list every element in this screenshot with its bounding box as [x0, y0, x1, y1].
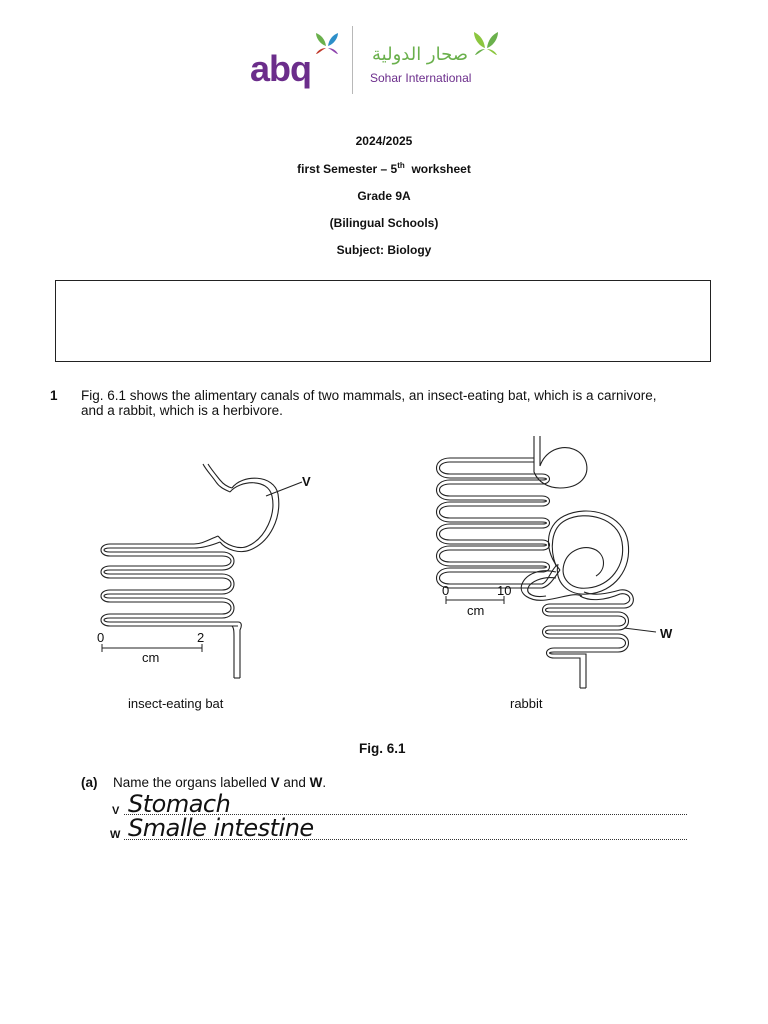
answer-v-label: V	[112, 805, 120, 817]
answer-w-handwriting: Smalle intestine	[128, 814, 314, 842]
header-schools: (Bilingual Schools)	[329, 216, 439, 230]
prompt-and: and	[279, 775, 310, 790]
sohar-english-text: Sohar International	[370, 71, 472, 85]
question-line-2: and a rabbit, which is a herbivore.	[81, 403, 283, 418]
prompt-v: V	[270, 775, 280, 790]
header-semester	[0, 161, 768, 176]
header-grade: Grade 9A	[357, 189, 411, 203]
sohar-leaf-icon	[472, 30, 500, 56]
part-a-letter: (a)	[81, 775, 98, 790]
answer-w-label: W	[110, 829, 121, 841]
bat-scale-unit: cm	[142, 650, 160, 665]
semester-text: first Semester – 5	[297, 162, 398, 176]
abq-wordmark: abq	[250, 48, 312, 89]
bat-scale-end: 2	[197, 630, 205, 645]
header-year: 2024/2025	[355, 134, 413, 148]
figure-caption: Fig. 6.1	[359, 741, 406, 756]
part-a-prompt	[113, 775, 326, 790]
name-box[interactable]	[55, 280, 711, 362]
rabbit-caption: rabbit	[510, 696, 543, 711]
rabbit-scale-start: 0	[442, 583, 450, 598]
prompt-text: Name the organs labelled	[113, 775, 271, 790]
sohar-arabic-text: صحار الدولية	[372, 44, 468, 65]
abq-leaf-icon	[312, 30, 342, 56]
label-v: V	[302, 474, 311, 489]
prompt-end: .	[322, 775, 327, 790]
logo-divider	[352, 26, 353, 94]
rabbit-scale-unit: cm	[467, 603, 485, 618]
rabbit-scale-end: 10	[497, 583, 512, 598]
question-line-1: Fig. 6.1 shows the alimentary canals of two mammals, an insect-eating bat, which is a carnivore,	[81, 388, 657, 403]
header-subject: Subject: Biology	[336, 243, 432, 257]
prompt-w: W	[309, 775, 323, 790]
question-number: 1	[50, 388, 58, 403]
semester-sup: th	[397, 161, 405, 170]
bat-scale-start: 0	[97, 630, 105, 645]
label-w: W	[660, 626, 673, 641]
logo-abq	[250, 30, 350, 92]
logo-sohar	[368, 30, 508, 90]
rabbit-diagram	[430, 432, 673, 692]
answer-v-handwriting: Stomach	[128, 790, 231, 818]
semester-suffix: worksheet	[404, 162, 471, 176]
bat-diagram	[90, 460, 320, 690]
bat-caption: insect-eating bat	[128, 696, 224, 711]
